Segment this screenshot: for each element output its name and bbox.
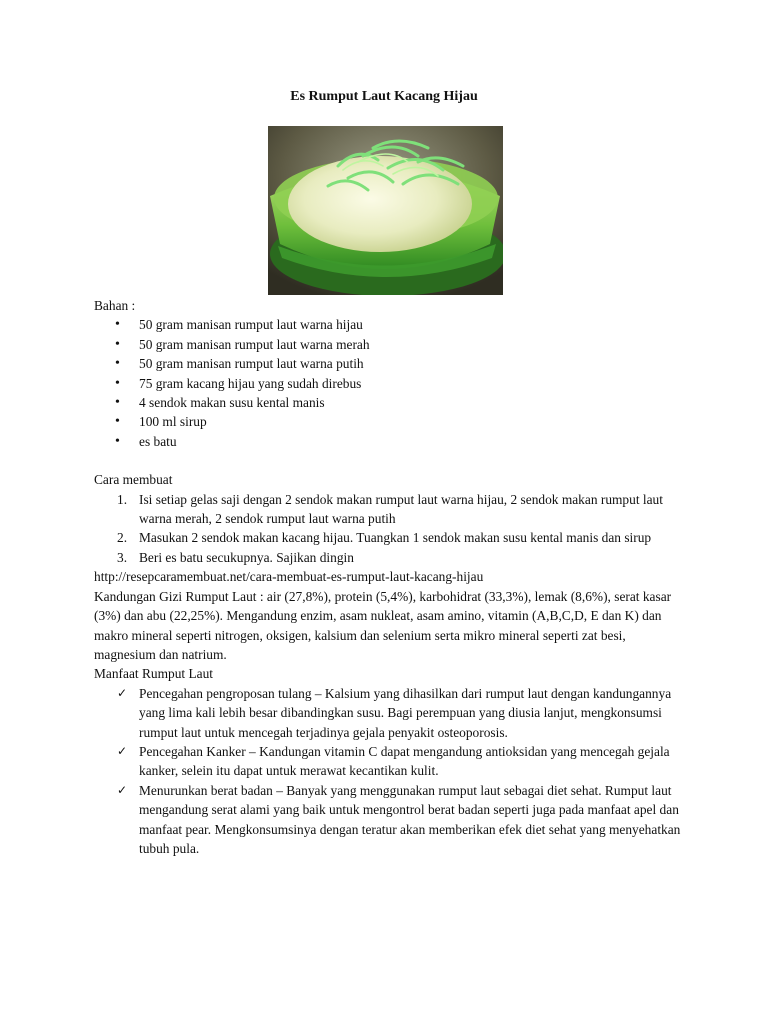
step-number: 1.: [117, 491, 128, 507]
gizi-paragraph: Kandungan Gizi Rumput Laut : air (27,8%), protein (5,4%), karbohidrat (33,3%), lemak (8,6%), serat kasar (3%) dan abu (22,25%). Mengandung enzim, asam nukleat, asam amino, vitamin (A,B,C,D, E dan K) dan makro mineral seperti nitrogen, oksigen, kalsium dan selenium serta mikro mineral seperti zat besi, magnesium dan natrium.: [94, 588, 672, 662]
check-icon: ✓: [117, 743, 128, 758]
bahan-item: • 50 gram manisan rumput laut warna putih: [94, 354, 684, 373]
manfaat-list: [94, 684, 684, 859]
recipe-title: Es Rumput Laut Kacang Hijau: [290, 89, 478, 104]
dessert-bowl-image: [268, 126, 503, 295]
manfaat-heading: Manfaat Rumput Laut: [94, 666, 213, 682]
cara-step: [94, 548, 684, 567]
bahan-item: • 50 gram manisan rumput laut warna hijau: [94, 315, 684, 334]
bahan-item: • 75 gram kacang hijau yang sudah direbus: [94, 374, 684, 393]
manfaat-item: [94, 684, 684, 742]
bahan-heading: Bahan :: [94, 298, 136, 313]
source-url: http://resepcaramembuat.net/cara-membuat-es-rumput-laut-kacang-hijau: [94, 569, 484, 585]
recipe-content: [94, 296, 684, 858]
check-icon: ✓: [117, 782, 128, 797]
spacer: [94, 451, 684, 470]
step-number: 2.: [117, 530, 128, 546]
step-text: Beri es batu secukupnya. Sajikan dingin: [139, 549, 354, 565]
manfaat-text: Menurunkan berat badan – Banyak yang menggunakan rumput laut sebagai diet sehat. Rumput laut mengandung serat alami yang baik untuk mengontrol berat badan seperti juga pada manfaat apel dan manfaat pear. Mengkonsumsinya dengan teratur akan memberikan efek diet sehat yang menyehatkan tubuh pula.: [139, 782, 681, 856]
step-text: Isi setiap gelas saji dengan 2 sendok makan rumput laut warna hijau, 2 sendok makan rumput laut warna merah, 2 sendok rumput laut warna putih: [139, 491, 663, 527]
bahan-item: • 4 sendok makan susu kental manis: [94, 393, 684, 412]
bahan-item: • 50 gram manisan rumput laut warna merah: [94, 335, 684, 354]
cara-step: [94, 490, 684, 529]
check-icon: ✓: [117, 685, 128, 700]
cara-step: [94, 528, 684, 547]
cara-steps: [94, 490, 684, 568]
step-number: 3.: [117, 549, 128, 565]
recipe-photo: [268, 126, 503, 295]
cara-heading: Cara membuat: [94, 472, 173, 488]
step-text: Masukan 2 sendok makan kacang hijau. Tuangkan 1 sendok makan susu kental manis dan sirup: [139, 530, 652, 546]
bahan-item: • 100 ml sirup: [94, 412, 684, 431]
bahan-item: • es batu: [94, 432, 684, 451]
manfaat-item: [94, 781, 684, 859]
bahan-list: [94, 315, 684, 451]
manfaat-text: Pencegahan pengroposan tulang – Kalsium yang dihasilkan dari rumput laut dengan kandungannya yang lima kali lebih besar dibandingkan susu. Bagi perempuan yang diusia lanjut, mengkonsumsi rumput laut untuk mencegah terjadinya gejala penyakit osteoporosis.: [139, 685, 672, 740]
manfaat-item: [94, 742, 684, 781]
manfaat-text: Pencegahan Kanker – Kandungan vitamin C dapat mengandung antioksidan yang mencegah gejala kanker, selein itu dapat untuk merawat kecantikan kulit.: [139, 743, 670, 779]
